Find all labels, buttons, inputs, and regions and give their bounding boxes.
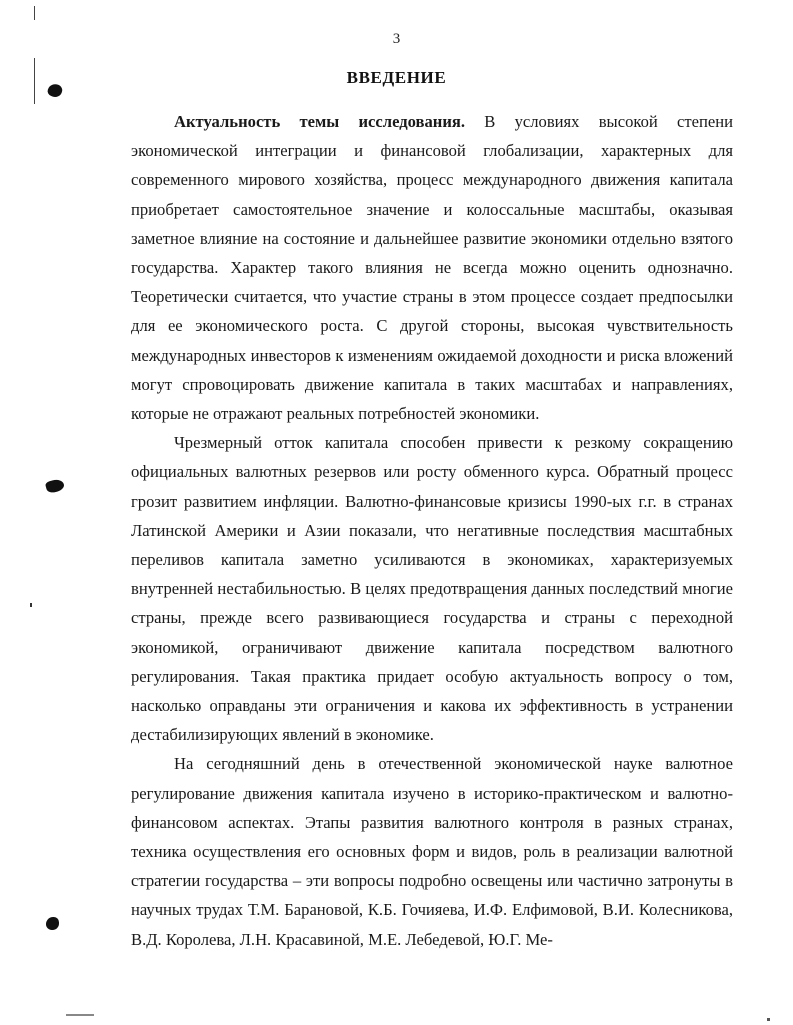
scan-edge-line	[34, 6, 35, 20]
scan-speck	[767, 1018, 770, 1021]
punch-hole-blot	[45, 478, 65, 494]
paragraph-capital-outflow: Чрезмерный отток капитала способен привести к резкому сокращению официальных валютных резервов или росту обменного курса. Обратный процесс грозит развитием инфляции. Валютно-финансовые кризисы 1990-ых г.г. в странах Латинской Америки и Азии показали, что негативные последствия масштабных переливов капитала заметно усиливаются в экономиках, характеризуемых внутренней нестабильностью. В целях предотвращения данных последствий многие страны, прежде всего развивающиеся государства и страны с переходной экономикой, ограничивают движение капитала посредством валютного регулирования. Такая практика придает особую актуальность вопросу о том, насколько оправданы эти ограничения и какова их эффективность в устранении дестабилизирующих явлений в экономике.	[131, 433, 733, 745]
paragraph-text: В условиях высокой степени экономической интеграции и финансовой глобализации, характерных для современного мирового хозяйства, процесс международного движения капитала приобретает самостоятельное значение и колоссальные масштабы, оказывая заметное влияние на состояние и дальнейшее развитие экономики отдельно взятого государства. Характер такого влияния не всегда можно оценить однозначно. Теоретически считается, что участие страны в этом процессе создает предпосылки для ее экономического роста. С другой стороны, высокая чувствительность международных инвесторов к изменениям ожидаемой доходности и риска вложений могут спровоцировать движение капитала в таких масштабах и направлениях, которые не отражают реальных потребностей экономики.	[131, 112, 733, 424]
paragraph-domestic-research: На сегодняшний день в отечественной экономической науке валютное регулирование движения капитала изучено в историко-практическом и валютно-финансовом аспектах. Этапы развития валютного контроля в разных странах, техника осуществления его основных форм и видов, роль в реализации валютной стратегии государства – эти вопросы подробно освещены или частично затронуты в научных трудах Т.М. Барановой, К.Б. Гочияева, И.Ф. Елфимовой, В.И. Колесникова, В.Д. Королева, Л.Н. Красавиной, М.Е. Лебедевой, Ю.Г. Ме-	[131, 754, 733, 949]
paragraph-relevance	[131, 107, 733, 428]
page-number: 3	[392, 31, 401, 47]
scan-smudge	[66, 1014, 94, 1016]
section-heading: ВВЕДЕНИЕ	[346, 68, 447, 87]
scan-speck	[30, 603, 32, 607]
body-text	[131, 107, 733, 954]
paragraph-lead: Актуальность темы исследования.	[174, 112, 466, 131]
punch-hole-blot	[46, 917, 59, 930]
